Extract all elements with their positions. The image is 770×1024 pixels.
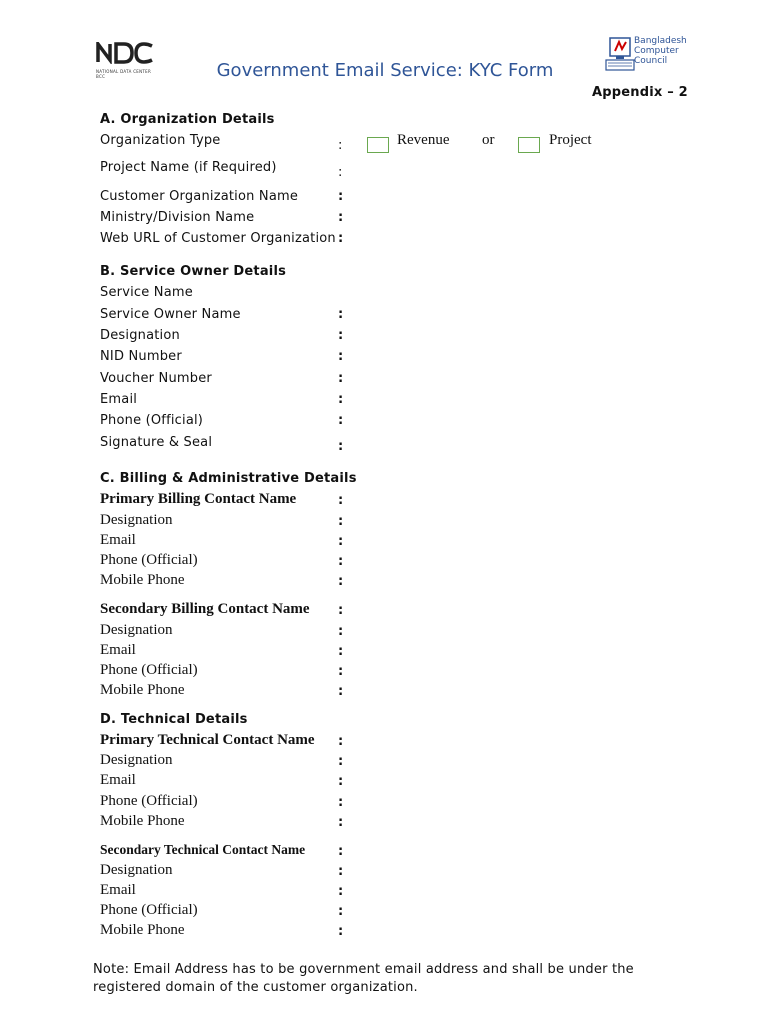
colon: : <box>338 734 344 749</box>
section-d-heading: D. Technical Details <box>100 712 248 727</box>
label-email: Email <box>100 882 136 898</box>
colon: : <box>338 189 344 204</box>
label-service-name: Service Name <box>100 285 193 300</box>
colon: : <box>338 413 344 428</box>
label-primary-technical: Primary Technical Contact Name <box>100 732 315 748</box>
colon: : <box>338 138 343 153</box>
colon: : <box>338 514 344 529</box>
label-email: Email <box>100 642 136 658</box>
label-email: Email <box>100 392 138 407</box>
label-email: Email <box>100 532 136 548</box>
label-mobile: Mobile Phone <box>100 682 185 698</box>
colon: : <box>338 493 344 508</box>
section-a-heading: A. Organization Details <box>100 112 275 127</box>
colon: : <box>338 554 344 569</box>
colon: : <box>338 210 344 225</box>
footer-note: Note: Email Address has to be government email address and shall be under the registered domain of the customer organization. <box>93 962 634 995</box>
label-web-url: Web URL of Customer Organization <box>100 231 336 246</box>
colon: : <box>338 774 344 789</box>
page-title: Government Email Service: KYC Form <box>216 60 554 81</box>
colon: : <box>338 884 344 899</box>
label-signature: Signature & Seal <box>100 435 213 450</box>
colon: : <box>338 754 344 769</box>
label-ministry: Ministry/Division Name <box>100 210 255 225</box>
colon: : <box>338 644 344 659</box>
label-owner-name: Service Owner Name <box>100 307 241 322</box>
colon: : <box>338 684 344 699</box>
colon: : <box>338 664 344 679</box>
colon: : <box>338 371 344 386</box>
colon: : <box>338 864 344 879</box>
label-voucher: Voucher Number <box>100 371 212 386</box>
colon: : <box>338 795 344 810</box>
bcc-line2: Computer <box>634 46 679 56</box>
label-designation: Designation <box>100 512 173 528</box>
colon: : <box>338 328 344 343</box>
revenue-label: Revenue <box>397 132 450 148</box>
appendix-label: Appendix – 2 <box>592 85 688 100</box>
colon: : <box>338 534 344 549</box>
section-b-heading: B. Service Owner Details <box>100 264 287 279</box>
colon: : <box>338 904 344 919</box>
section-c-heading: C. Billing & Administrative Details <box>100 471 357 486</box>
bcc-line3: Council <box>634 56 668 66</box>
label-mobile: Mobile Phone <box>100 813 185 829</box>
colon: : <box>338 165 343 180</box>
colon: : <box>338 392 344 407</box>
colon: : <box>338 624 344 639</box>
colon: : <box>338 574 344 589</box>
label-phone: Phone (Official) <box>100 413 204 428</box>
colon: : <box>338 815 344 830</box>
label-mobile: Mobile Phone <box>100 572 185 588</box>
label-phone: Phone (Official) <box>100 662 198 678</box>
label-primary-billing: Primary Billing Contact Name <box>100 491 297 507</box>
label-designation: Designation <box>100 622 173 638</box>
ndc-subtitle: NATIONAL DATA CENTER BCC <box>96 69 152 79</box>
revenue-checkbox[interactable] <box>367 137 389 153</box>
label-secondary-technical: Secondary Technical Contact Name <box>100 842 306 857</box>
label-designation: Designation <box>100 752 173 768</box>
label-nid: NID Number <box>100 349 182 364</box>
bcc-line1: Bangladesh <box>634 36 687 46</box>
colon: : <box>338 307 344 322</box>
label-org-type: Organization Type <box>100 133 221 148</box>
label-designation: Designation <box>100 862 173 878</box>
colon: : <box>338 844 344 859</box>
colon: : <box>338 349 344 364</box>
project-label: Project <box>549 132 592 148</box>
colon: : <box>338 924 344 939</box>
or-label: or <box>482 132 495 148</box>
label-phone: Phone (Official) <box>100 552 198 568</box>
label-email: Email <box>100 772 136 788</box>
colon: : <box>338 231 344 246</box>
label-customer-org: Customer Organization Name <box>100 189 299 204</box>
label-secondary-billing: Secondary Billing Contact Name <box>100 601 310 617</box>
project-checkbox[interactable] <box>518 137 540 153</box>
label-phone: Phone (Official) <box>100 793 198 809</box>
label-designation: Designation <box>100 328 180 343</box>
label-mobile: Mobile Phone <box>100 922 185 938</box>
colon: : <box>338 603 344 618</box>
label-project-name: Project Name (if Required) <box>100 160 277 175</box>
label-phone: Phone (Official) <box>100 902 198 918</box>
colon: : <box>338 439 344 454</box>
